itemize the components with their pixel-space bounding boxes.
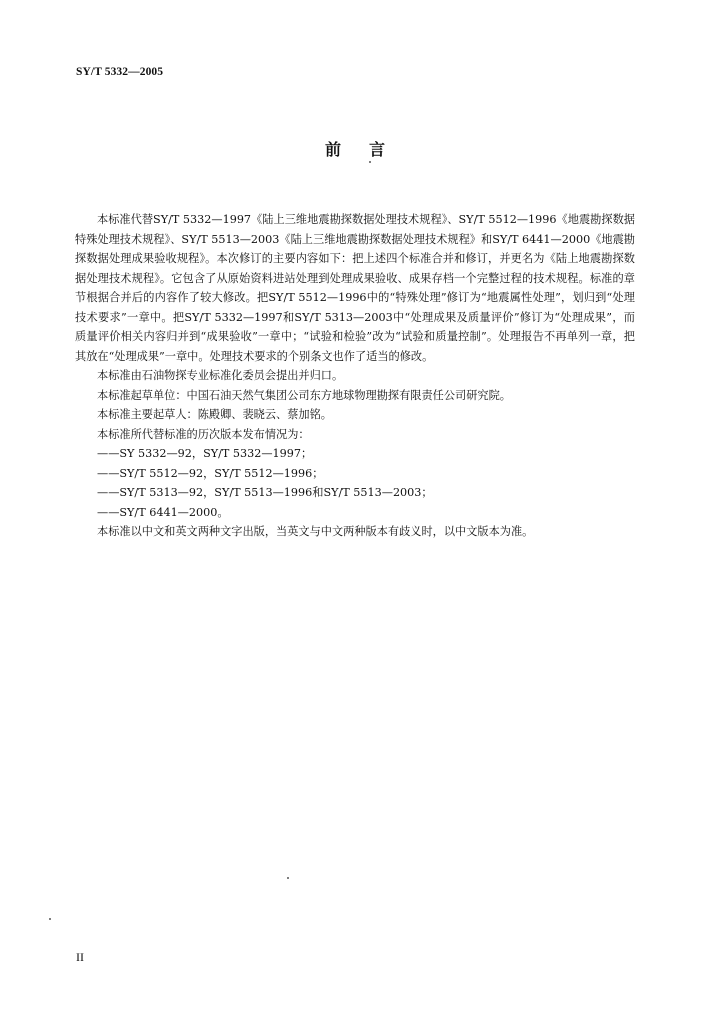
preface-body	[75, 210, 635, 542]
document-code: SY/T 5332—2005	[76, 66, 164, 78]
scan-speck	[287, 877, 289, 879]
history-item: ——SY/T 5313—92，SY/T 5513—1996和SY/T 5513—2003；	[97, 486, 433, 499]
paragraph-drafting-unit: 本标准起草单位：中国石油天然气集团公司东方地球物理勘探有限责任公司研究院。	[97, 388, 511, 402]
history-item: ——SY/T 5512—92，SY/T 5512—1996；	[97, 466, 324, 480]
history-item: ——SY 5332—92，SY/T 5332—1997；	[97, 447, 313, 460]
page-title: 前言	[324, 140, 413, 159]
paragraph-revision-summary: 本标准代替SY/T 5332—1997《陆上三维地震勘探数据处理技术规程》、SY/T 5512—1996《地震勘探数据特殊处理技术规程》、SY/T 5513—2003《陆上三维地震勘探数据处理技术规程》和SY/T 6441—2000《地震勘探数据处理成果验收规程》。本次修订的主要内容如下：把上述四个标准合并和修订，并更名为《陆上地震勘探数据处理技术规程》。它包含了从原始资料进站处理到处理成果验收、成果存档一个完整过程的技术规程。标准的章节根据合并后的内容作了较大修改。把SY/T 5512—1996中的“特殊处理”修订为“地震属性处理”，划归到“处理技术要求”一章中。把SY/T 5332—1997和SY/T 5313—2003中“处理成果及质量评价”修订为“处理成果”，而质量评价相关内容归并到“成果验收”一章中；“试验和检验”改为“试验和质量控制”。处理报告不再单列一章，把其放在“处理成果”一章中。处理技术要求的个别条文也作了适当的修改。	[75, 213, 635, 363]
scan-speck	[369, 161, 371, 163]
history-item: ——SY/T 6441—2000。	[97, 505, 229, 519]
paragraph-drafters: 本标准主要起草人：陈殿卿、裴晓云、蔡加铭。	[97, 408, 332, 421]
paragraph-proposer: 本标准由石油物探专业标准化委员会提出并归口。	[97, 369, 344, 382]
paragraph-language-note: 本标准以中文和英文两种文字出版，当英文与中文两种版本有歧义时，以中文版本为准。	[97, 525, 534, 538]
scan-speck	[49, 918, 51, 920]
page-number: II	[76, 950, 84, 964]
paragraph-history-intro: 本标准所代替标准的历次版本发布情况为：	[97, 427, 310, 441]
